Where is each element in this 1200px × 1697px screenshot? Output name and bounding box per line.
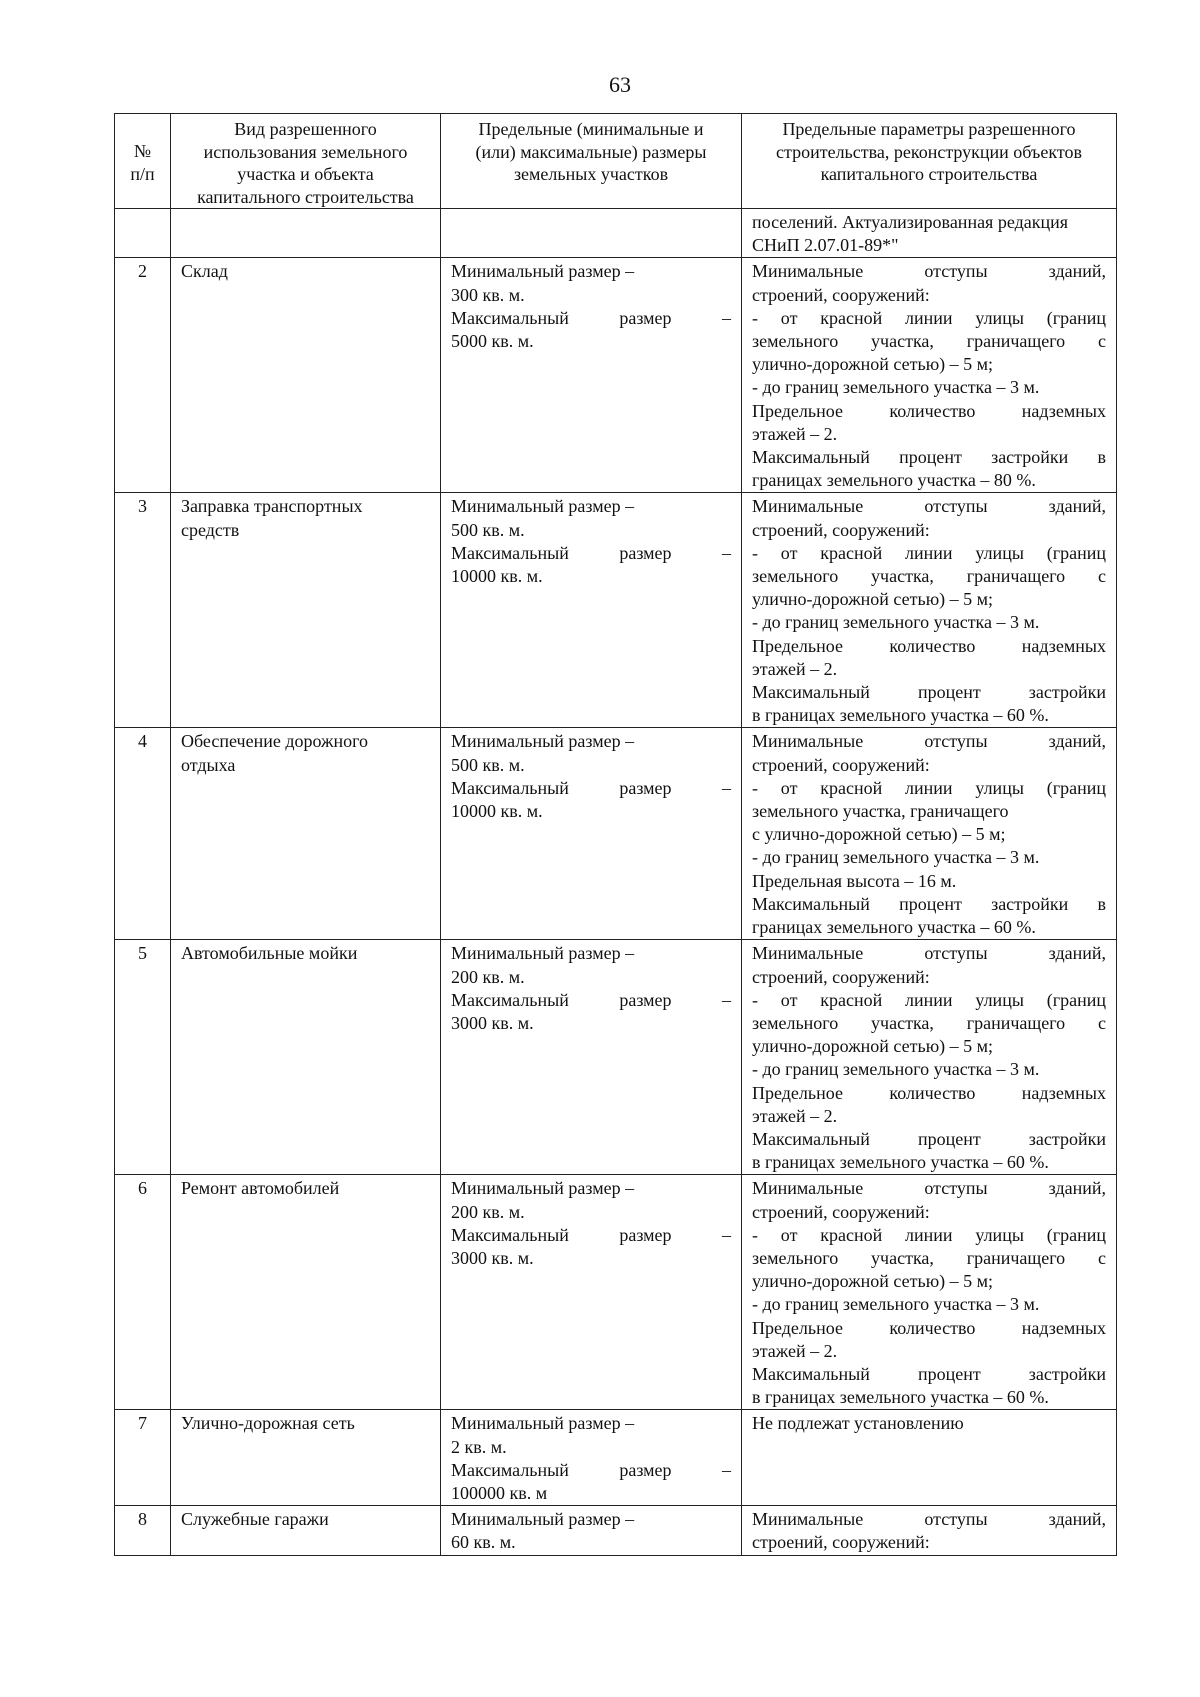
cell-line: Улично-дорожная сеть: [181, 1413, 355, 1434]
table-row: [115, 493, 1117, 728]
table-row: [115, 209, 1117, 258]
cell-line: 60 кв. м.: [451, 1532, 516, 1553]
cell-line: Минимальный размер –: [451, 1509, 635, 1530]
land-use-kind: [171, 258, 441, 493]
cell-line: Служебные гаражи: [181, 1509, 329, 1530]
cell-line: Максимальный процент застройки: [752, 1128, 1106, 1149]
cell-line: 500 кв. м.: [451, 519, 525, 540]
cell-line: Предельное количество надземных: [752, 400, 1106, 421]
plot-size-limits: [441, 1410, 742, 1506]
cell-line: Минимальные отступы зданий,: [752, 496, 1106, 517]
cell-line: Максимальный размер –: [451, 1224, 731, 1245]
cell-line: в границах земельного участка – 60 %.: [752, 1387, 1049, 1408]
cell-line: земельного участка, граничащего: [752, 801, 1009, 822]
cell-line: - до границ земельного участка – 3 м.: [752, 1294, 1040, 1315]
cell-line: Максимальный размер –: [451, 542, 731, 563]
regulations-table: [114, 113, 1117, 1556]
header-text: капитального строительства: [197, 186, 414, 207]
cell-line: Предельное количество надземных: [752, 635, 1106, 656]
cell-line: Заправка транспортных: [181, 496, 363, 517]
cell-line: земельного участка, граничащего с: [752, 1012, 1106, 1033]
cell-line: Не подлежат установлению: [752, 1413, 964, 1434]
cell-line: Минимальные отступы зданий,: [752, 731, 1106, 752]
cell-line: этажей – 2.: [752, 423, 838, 444]
cell-line: - до границ земельного участка – 3 м.: [752, 377, 1040, 398]
plot-size-limits: [441, 493, 742, 728]
cell-line: Минимальные отступы зданий,: [752, 261, 1106, 282]
row-number: 2: [115, 258, 171, 493]
construction-parameters: [742, 940, 1117, 1175]
cell-line: Ремонт автомобилей: [181, 1178, 340, 1199]
cell-line: в границах земельного участка – 60 %.: [752, 1152, 1049, 1173]
header-text: Вид разрешенного: [234, 119, 377, 139]
construction-parameters: [742, 258, 1117, 493]
cell-line: границах земельного участка – 60 %.: [752, 917, 1036, 938]
row-number: [115, 209, 171, 258]
table-row: [115, 1410, 1117, 1506]
cell-line: Склад: [181, 261, 228, 282]
header-text: использования земельного: [203, 141, 408, 162]
header-params: [742, 114, 1117, 209]
cell-line: поселений. Актуализированная редакция: [752, 212, 1069, 232]
cell-line: улично-дорожной сетью) – 5 м;: [752, 1036, 994, 1057]
construction-parameters: [742, 1175, 1117, 1410]
cell-line: 3000 кв. м.: [451, 1247, 534, 1268]
cell-line: этажей – 2.: [752, 1340, 838, 1361]
header-text: п/п: [130, 163, 155, 184]
construction-parameters: [742, 493, 1117, 728]
cell-line: этажей – 2.: [752, 658, 838, 679]
cell-line: строений, сооружений:: [752, 1201, 930, 1222]
row-number: 7: [115, 1410, 171, 1506]
cell-line: Минимальный размер –: [451, 1178, 635, 1199]
land-use-kind: [171, 209, 441, 258]
cell-line: - от красной линии улицы (границ: [752, 542, 1106, 563]
land-use-kind: [171, 1506, 441, 1555]
cell-line: 10000 кв. м.: [451, 801, 543, 822]
cell-line: строений, сооружений:: [752, 1532, 930, 1553]
cell-line: Максимальный процент застройки: [752, 1363, 1106, 1384]
header-num: [115, 114, 171, 209]
header-text: Предельные (минимальные и: [478, 119, 704, 139]
cell-line: земельного участка, граничащего с: [752, 331, 1106, 352]
cell-line: 100000 кв. м: [451, 1482, 548, 1503]
cell-line: Минимальные отступы зданий,: [752, 1178, 1106, 1199]
cell-line: 200 кв. м.: [451, 1201, 525, 1222]
cell-line: Минимальный размер –: [451, 261, 635, 282]
table-row: [115, 1175, 1117, 1410]
row-number: 6: [115, 1175, 171, 1410]
cell-line: границах земельного участка – 80 %.: [752, 470, 1036, 491]
cell-line: Максимальный размер –: [451, 989, 731, 1010]
header-text: (или) максимальные) размеры: [475, 141, 707, 162]
plot-size-limits: [441, 209, 742, 258]
cell-line: Обеспечение дорожного: [181, 731, 369, 752]
land-use-kind: [171, 940, 441, 1175]
table-row: [115, 258, 1117, 493]
row-number: 5: [115, 940, 171, 1175]
header-text: №: [133, 141, 152, 161]
cell-line: 10000 кв. м.: [451, 566, 543, 587]
cell-line: Предельное количество надземных: [752, 1317, 1106, 1338]
cell-line: - до границ земельного участка – 3 м.: [752, 612, 1040, 633]
plot-size-limits: [441, 258, 742, 493]
land-use-kind: [171, 1410, 441, 1506]
table-row: [115, 1506, 1117, 1555]
cell-line: строений, сооружений:: [752, 284, 930, 305]
cell-line: 3000 кв. м.: [451, 1012, 534, 1033]
cell-line: Минимальный размер –: [451, 496, 635, 517]
page-number: 63: [609, 72, 631, 97]
cell-line: Максимальный размер –: [451, 307, 731, 328]
cell-line: строений, сооружений:: [752, 966, 930, 987]
construction-parameters: [742, 1506, 1117, 1555]
land-use-kind: [171, 1175, 441, 1410]
row-number: 4: [115, 728, 171, 940]
cell-line: - до границ земельного участка – 3 м.: [752, 847, 1040, 868]
cell-line: СНиП 2.07.01-89*": [752, 235, 899, 256]
cell-line: Автомобильные мойки: [181, 943, 358, 964]
cell-line: Минимальный размер –: [451, 943, 635, 964]
cell-line: Максимальный размер –: [451, 1459, 731, 1480]
cell-line: Предельное количество надземных: [752, 1082, 1106, 1103]
header-size: [441, 114, 742, 209]
cell-line: 5000 кв. м.: [451, 331, 534, 352]
row-number: 8: [115, 1506, 171, 1555]
cell-line: - от красной линии улицы (границ: [752, 307, 1106, 328]
cell-line: земельного участка, граничащего с: [752, 566, 1106, 587]
cell-line: строений, сооружений:: [752, 754, 930, 775]
cell-line: - от красной линии улицы (границ: [752, 989, 1106, 1010]
cell-line: отдыха: [181, 754, 236, 775]
cell-line: улично-дорожной сетью) – 5 м;: [752, 1271, 994, 1292]
cell-line: этажей – 2.: [752, 1105, 838, 1126]
header-text: земельных участков: [513, 164, 669, 184]
cell-line: - от красной линии улицы (границ: [752, 1224, 1106, 1245]
cell-line: улично-дорожной сетью) – 5 м;: [752, 354, 994, 375]
cell-line: Минимальный размер –: [451, 1413, 635, 1434]
cell-line: строений, сооружений:: [752, 519, 930, 540]
cell-line: 300 кв. м.: [451, 284, 525, 305]
cell-line: - до границ земельного участка – 3 м.: [752, 1059, 1040, 1080]
cell-line: - от красной линии улицы (границ: [752, 777, 1106, 798]
construction-parameters: [742, 209, 1117, 258]
plot-size-limits: [441, 1506, 742, 1555]
header-text: строительства, реконструкции объектов: [776, 141, 1082, 162]
table-row: [115, 940, 1117, 1175]
cell-line: 2 кв. м.: [451, 1436, 507, 1457]
cell-line: улично-дорожной сетью) – 5 м;: [752, 589, 994, 610]
plot-size-limits: [441, 1175, 742, 1410]
cell-line: в границах земельного участка – 60 %.: [752, 705, 1049, 726]
cell-line: 200 кв. м.: [451, 966, 525, 987]
cell-line: Минимальный размер –: [451, 731, 635, 752]
header-text: Предельные параметры разрешенного: [782, 119, 1076, 139]
construction-parameters: [742, 728, 1117, 940]
cell-line: Максимальный размер –: [451, 777, 731, 798]
construction-parameters: [742, 1410, 1117, 1506]
cell-line: с улично-дорожной сетью) – 5 м;: [752, 824, 1006, 845]
cell-line: Минимальные отступы зданий,: [752, 1509, 1106, 1530]
header-text: капитального строительства: [820, 164, 1038, 184]
header-kind: [171, 114, 441, 209]
table-body: [115, 209, 1117, 1556]
cell-line: Максимальный процент застройки в: [752, 893, 1106, 914]
land-use-kind: [171, 728, 441, 940]
cell-line: Предельная высота – 16 м.: [752, 870, 957, 891]
plot-size-limits: [441, 940, 742, 1175]
cell-line: земельного участка, граничащего с: [752, 1247, 1106, 1268]
plot-size-limits: [441, 728, 742, 940]
cell-line: Максимальный процент застройки в: [752, 447, 1106, 468]
header-text: участка и объекта: [237, 164, 374, 184]
row-number: 3: [115, 493, 171, 728]
land-use-kind: [171, 493, 441, 728]
table-row: [115, 728, 1117, 940]
cell-line: 500 кв. м.: [451, 754, 525, 775]
cell-line: Максимальный процент застройки: [752, 682, 1106, 703]
cell-line: Минимальные отступы зданий,: [752, 943, 1106, 964]
cell-line: средств: [181, 519, 240, 540]
table-header-row: [115, 114, 1117, 209]
